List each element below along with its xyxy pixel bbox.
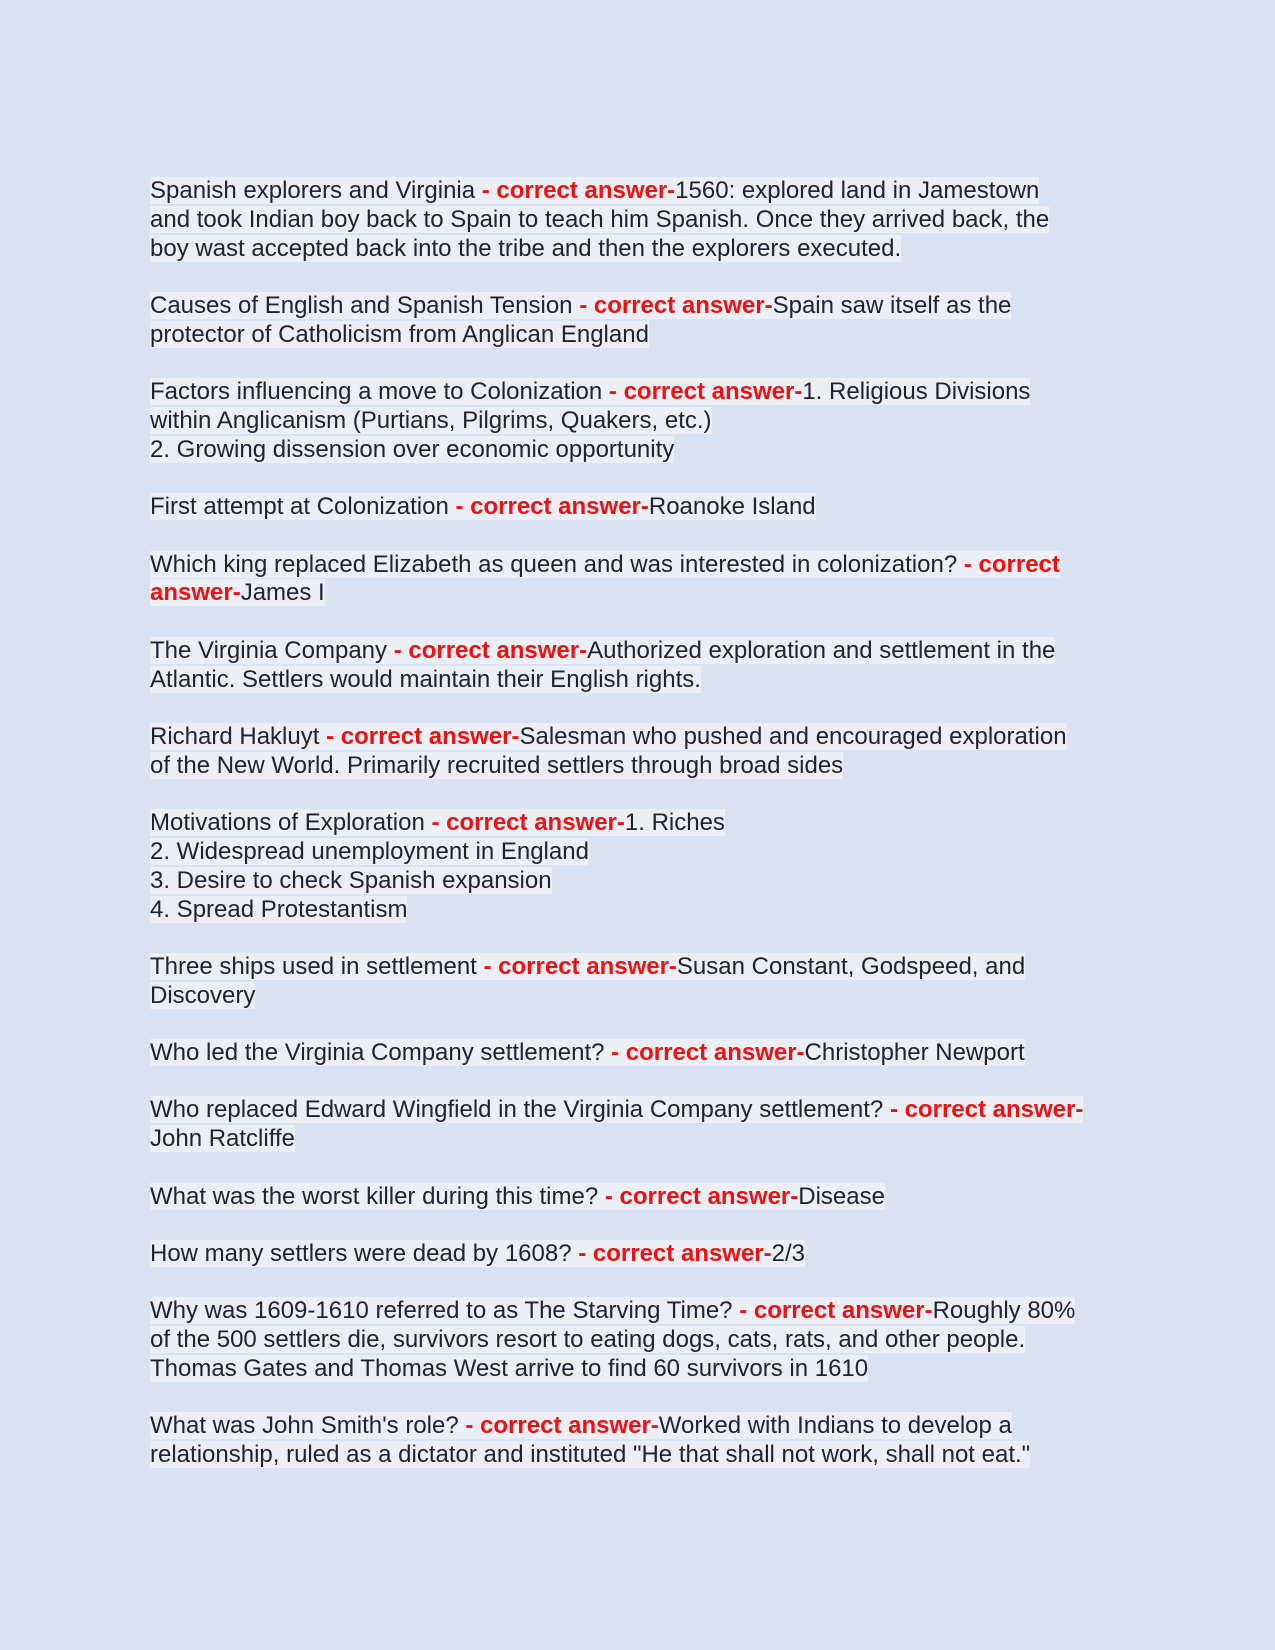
answer-text: Authorized exploration and settlement in the bbox=[587, 636, 1056, 664]
answer-text: 2/3 bbox=[771, 1240, 806, 1268]
answer-text: of the 500 settlers die, survivors resort to eating dogs, cats, rats, and other people. bbox=[150, 1326, 1026, 1354]
answer-text: 3. Desire to check Spanish expansion bbox=[150, 866, 552, 894]
qa-item bbox=[150, 1412, 1140, 1470]
answer-text: within Anglicanism (Purtians, Pilgrims, Quakers, etc.) bbox=[150, 406, 712, 434]
qa-line bbox=[150, 378, 1140, 407]
question-term: Spanish explorers and Virginia bbox=[150, 177, 476, 204]
answer-text: 2. Widespread unemployment in England bbox=[150, 837, 589, 865]
answer-text: Susan Constant, Godspeed, and bbox=[676, 952, 1026, 980]
question-term: Who led the Virginia Company settlement? bbox=[150, 1039, 605, 1067]
qa-line bbox=[150, 235, 1140, 264]
answer-text: of the New World. Primarily recruited settlers through broad sides bbox=[150, 751, 844, 779]
qa-line bbox=[150, 177, 1140, 206]
qa-line bbox=[150, 1125, 1140, 1154]
qa-line bbox=[150, 982, 1140, 1011]
qa-item bbox=[150, 637, 1140, 695]
answer-text: John Ratcliffe bbox=[150, 1125, 295, 1153]
qa-item bbox=[150, 1096, 1140, 1154]
qa-line bbox=[150, 206, 1140, 235]
qa-line bbox=[150, 867, 1140, 896]
qa-line bbox=[150, 838, 1140, 867]
qa-line bbox=[150, 321, 1140, 350]
correct-answer-marker: - correct answer- bbox=[455, 493, 649, 521]
qa-line bbox=[150, 1039, 1140, 1068]
answer-text: Discovery bbox=[150, 981, 256, 1009]
qa-line bbox=[150, 1326, 1140, 1355]
qa-line bbox=[150, 1412, 1140, 1441]
qa-item bbox=[150, 1297, 1140, 1383]
qa-line bbox=[150, 292, 1140, 321]
question-term: Who replaced Edward Wingfield in the Virginia Company settlement? bbox=[150, 1096, 884, 1124]
answer-text: Thomas Gates and Thomas West arrive to find 60 survivors in 1610 bbox=[150, 1355, 869, 1383]
qa-line bbox=[150, 493, 1140, 522]
answer-text: James I bbox=[240, 579, 325, 607]
qa-item bbox=[150, 723, 1140, 781]
correct-answer-marker: answer- bbox=[150, 579, 241, 607]
document-page bbox=[150, 177, 1140, 1499]
qa-item bbox=[150, 1183, 1140, 1212]
answer-text: Disease bbox=[798, 1182, 885, 1210]
question-term: Why was 1609-1610 referred to as The Starving Time? bbox=[150, 1297, 733, 1325]
qa-line bbox=[150, 436, 1140, 465]
qa-line bbox=[150, 1240, 1140, 1269]
qa-line bbox=[150, 666, 1140, 695]
question-term: Richard Hakluyt bbox=[150, 722, 320, 750]
qa-item bbox=[150, 953, 1140, 1011]
qa-line bbox=[150, 1297, 1140, 1326]
answer-text: boy wast accepted back into the tribe and then the explorers executed. bbox=[150, 234, 902, 262]
correct-answer-marker: - correct answer- bbox=[889, 1096, 1084, 1124]
correct-answer-marker: - correct answer- bbox=[578, 1240, 772, 1268]
qa-item bbox=[150, 809, 1140, 924]
answer-text: Salesman who pushed and encouraged exploration bbox=[519, 722, 1067, 750]
qa-line bbox=[150, 407, 1140, 436]
qa-line bbox=[150, 809, 1140, 838]
qa-item bbox=[150, 1039, 1140, 1068]
correct-answer-marker: - correct bbox=[963, 550, 1060, 578]
qa-line bbox=[150, 1441, 1140, 1470]
qa-line bbox=[150, 551, 1140, 580]
question-term: First attempt at Colonization bbox=[150, 493, 449, 521]
correct-answer-marker: - correct answer- bbox=[579, 291, 773, 319]
answer-text: Atlantic. Settlers would maintain their English rights. bbox=[150, 665, 701, 693]
qa-item bbox=[150, 551, 1140, 609]
qa-line bbox=[150, 723, 1140, 752]
answer-text: protector of Catholicism from Anglican England bbox=[150, 320, 649, 348]
qa-item bbox=[150, 378, 1140, 464]
question-term: What was John Smith's role? bbox=[150, 1412, 459, 1440]
answer-text: 2. Growing dissension over economic opportunity bbox=[150, 435, 675, 463]
correct-answer-marker: - correct answer- bbox=[483, 952, 677, 980]
question-term: Motivations of Exploration bbox=[150, 809, 425, 837]
correct-answer-marker: - correct answer- bbox=[431, 809, 625, 837]
answer-text: relationship, ruled as a dictator and instituted "He that shall not work, shall not eat." bbox=[150, 1441, 1031, 1469]
answer-text: Roanoke Island bbox=[648, 493, 816, 521]
qa-line bbox=[150, 1355, 1140, 1384]
qa-item bbox=[150, 493, 1140, 522]
qa-item bbox=[150, 1240, 1140, 1269]
answer-text: Worked with Indians to develop a bbox=[658, 1412, 1012, 1440]
qa-line bbox=[150, 1183, 1140, 1212]
qa-line bbox=[150, 953, 1140, 982]
answer-text: 1. Religious Divisions bbox=[802, 378, 1031, 406]
correct-answer-marker: - correct answer- bbox=[393, 636, 588, 664]
correct-answer-marker: - correct answer- bbox=[326, 722, 520, 750]
answer-text: 1560: explored land in Jamestown bbox=[675, 177, 1040, 204]
correct-answer-marker: - correct answer- bbox=[604, 1182, 799, 1210]
question-term: What was the worst killer during this time? bbox=[150, 1182, 599, 1210]
correct-answer-marker: - correct answer- bbox=[465, 1412, 659, 1440]
answer-text: and took Indian boy back to Spain to teach him Spanish. Once they arrived back, the bbox=[150, 205, 1050, 233]
question-term: The Virginia Company bbox=[150, 636, 388, 664]
answer-text: 1. Riches bbox=[624, 809, 725, 837]
answer-text: 4. Spread Protestantism bbox=[150, 895, 408, 923]
question-term: Which king replaced Elizabeth as queen and was interested in colonization? bbox=[150, 550, 958, 578]
question-term: Causes of English and Spanish Tension bbox=[150, 291, 573, 319]
qa-line bbox=[150, 579, 1140, 608]
correct-answer-marker: - correct answer- bbox=[611, 1039, 805, 1067]
qa-line bbox=[150, 1096, 1140, 1125]
qa-item bbox=[150, 177, 1140, 263]
correct-answer-marker: - correct answer- bbox=[739, 1297, 933, 1325]
answer-text: Spain saw itself as the bbox=[772, 291, 1012, 319]
correct-answer-marker: - correct answer- bbox=[481, 177, 676, 204]
qa-line bbox=[150, 896, 1140, 925]
correct-answer-marker: - correct answer- bbox=[608, 378, 803, 406]
qa-line bbox=[150, 752, 1140, 781]
question-term: Factors influencing a move to Colonization bbox=[150, 378, 603, 406]
answer-text: Christopher Newport bbox=[804, 1039, 1025, 1067]
question-term: Three ships used in settlement bbox=[150, 952, 477, 980]
qa-line bbox=[150, 637, 1140, 666]
qa-item bbox=[150, 292, 1140, 350]
answer-text: Roughly 80% bbox=[932, 1297, 1076, 1325]
question-term: How many settlers were dead by 1608? bbox=[150, 1240, 572, 1268]
